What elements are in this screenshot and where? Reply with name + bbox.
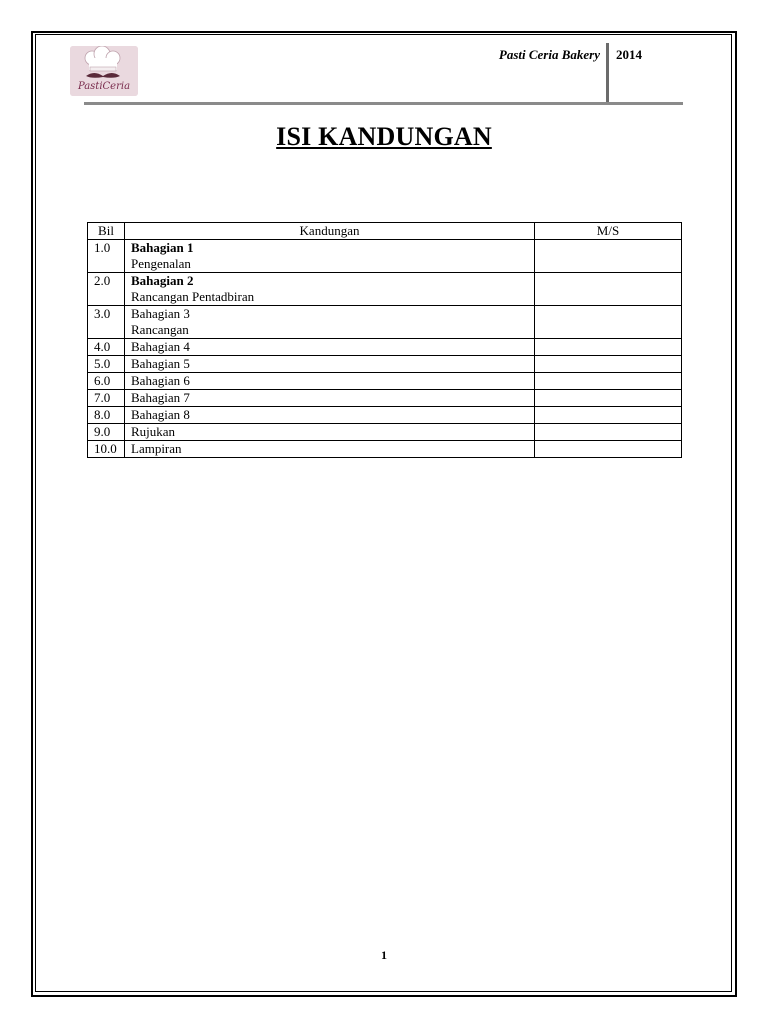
row-kandungan [125, 356, 535, 373]
row-heading: Bahagian 6 [131, 373, 190, 388]
logo-script-text: PastiCeria [77, 81, 131, 92]
col-header-ms: M/S [535, 223, 682, 240]
col-header-kandungan: Kandungan [125, 223, 535, 240]
row-heading: Bahagian 8 [131, 407, 190, 422]
row-kandungan [125, 273, 535, 306]
row-page [535, 273, 682, 306]
row-heading: Bahagian 2 [131, 273, 194, 288]
row-bil: 8.0 [88, 407, 125, 424]
row-subheading: Rancangan Pentadbiran [131, 289, 255, 304]
row-page [535, 339, 682, 356]
col-header-bil: Bil [88, 223, 125, 240]
table-row [88, 306, 682, 339]
toc-header-row [88, 223, 682, 240]
header-company-name: Pasti Ceria Bakery [498, 47, 600, 62]
row-heading: Bahagian 5 [131, 356, 190, 371]
row-kandungan [125, 306, 535, 339]
table-row [88, 273, 682, 306]
row-kandungan [125, 240, 535, 273]
header-divider-horizontal [84, 102, 683, 105]
row-page [535, 424, 682, 441]
page-border-inner [35, 34, 732, 992]
table-row [88, 424, 682, 441]
row-heading: Bahagian 3 [131, 306, 190, 321]
table-row [88, 407, 682, 424]
row-page [535, 240, 682, 273]
row-bil: 3.0 [88, 306, 125, 339]
row-bil: 10.0 [88, 441, 125, 458]
row-kandungan [125, 424, 535, 441]
header-divider-vertical [606, 43, 609, 103]
row-heading: Lampiran [131, 441, 182, 456]
bakery-logo [70, 46, 138, 96]
row-page [535, 306, 682, 339]
row-kandungan [125, 373, 535, 390]
row-heading: Bahagian 1 [131, 240, 194, 255]
row-subheading: Pengenalan [131, 256, 191, 271]
row-kandungan [125, 339, 535, 356]
table-row [88, 356, 682, 373]
row-kandungan [125, 390, 535, 407]
row-bil: 7.0 [88, 390, 125, 407]
table-row [88, 240, 682, 273]
row-heading: Bahagian 7 [131, 390, 190, 405]
table-row [88, 390, 682, 407]
row-bil: 2.0 [88, 273, 125, 306]
row-bil: 4.0 [88, 339, 125, 356]
table-row [88, 339, 682, 356]
header-year: 2014 [616, 47, 642, 62]
row-kandungan [125, 407, 535, 424]
row-heading: Rujukan [131, 424, 176, 439]
toc-table [87, 222, 682, 458]
table-row [88, 373, 682, 390]
row-page [535, 407, 682, 424]
page-title: ISI KANDUNGAN [276, 122, 492, 151]
row-kandungan [125, 441, 535, 458]
row-bil: 9.0 [88, 424, 125, 441]
page-number: 1 [381, 948, 387, 962]
row-page [535, 373, 682, 390]
row-bil: 5.0 [88, 356, 125, 373]
table-row [88, 441, 682, 458]
row-subheading: Rancangan [131, 322, 189, 337]
row-bil: 6.0 [88, 373, 125, 390]
row-page [535, 356, 682, 373]
row-heading: Bahagian 4 [131, 339, 190, 354]
row-page [535, 441, 682, 458]
row-bil: 1.0 [88, 240, 125, 273]
row-page [535, 390, 682, 407]
